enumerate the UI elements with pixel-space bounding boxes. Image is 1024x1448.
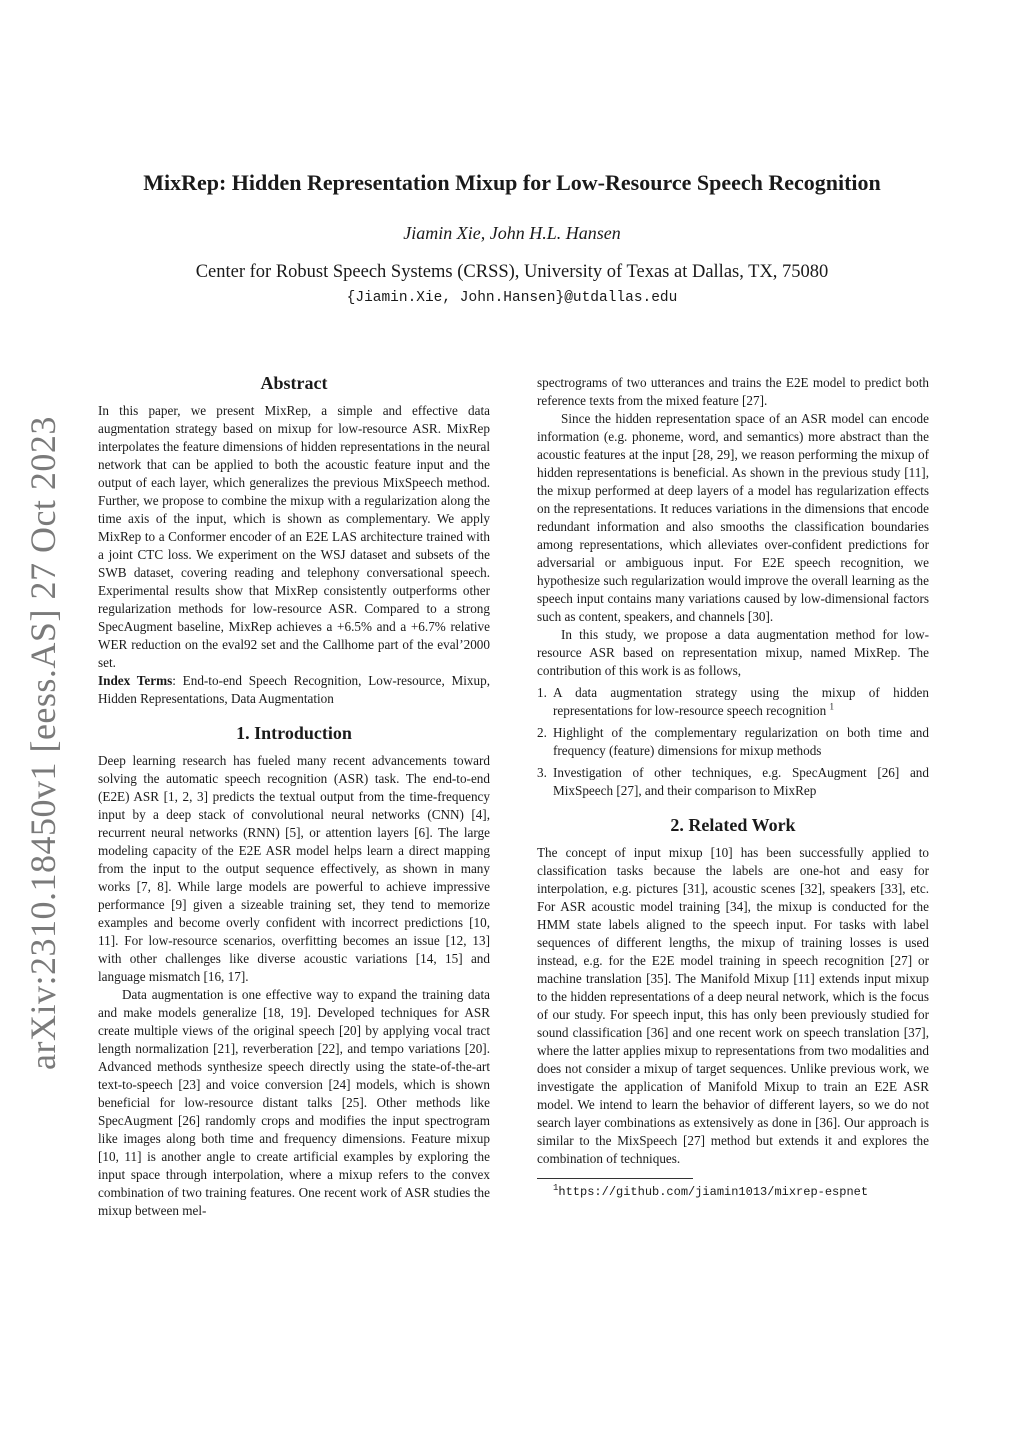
list-number: 3. — [537, 765, 547, 780]
index-terms — [98, 672, 490, 708]
list-number: 2. — [537, 725, 547, 740]
footnote-divider — [537, 1178, 693, 1179]
intro-paragraph-5: In this study, we propose a data augmentation method for low-resource ASR based on representation mixup, named MixRep. The contribution of this work is as follows, — [537, 627, 929, 678]
footnote — [537, 1185, 929, 1199]
related-work-heading: 2. Related Work — [670, 815, 796, 835]
author-email[interactable]: {Jiamin.Xie, John.Hansen}@utdallas.edu — [346, 290, 678, 306]
left-column — [98, 372, 490, 1220]
affiliation: Center for Robust Speech Systems (CRSS), University of Texas at Dallas, TX, 75080 — [195, 262, 829, 282]
intro-paragraph-1: Deep learning research has fueled many recent advancements toward solving the automatic speech recognition (ASR) task. The end-to-end (E2E) ASR [1, 2, 3] predicts the textual output from the time-frequency input by a deep stack of convolutional neural networks (CNN) [4], recurrent neural networks (RNN) [5], or attention layers [6]. The large modeling capacity of the E2E ASR model helps learn a direct mapping from the input to the output sequence effectively, as shown in many works [7, 8]. While large models are powerful to achieve impressive performance [9] given a sizeable training set, they tend to memorize examples and become overly confident with incorrect predictions [10, 11]. For low-resource scenarios, overfitting becomes an issue [12, 13] with other challenges like diverse acoustic variations [14, 15] and language mismatch [16, 17]. — [98, 753, 490, 984]
list-item — [537, 764, 929, 800]
list-item — [537, 724, 929, 760]
list-item-text: Highlight of the complementary regularization on both time and frequency (feature) dimensions for mixup methods — [553, 725, 929, 758]
paper-title: MixRep: Hidden Representation Mixup for Low-Resource Speech Recognition — [143, 170, 881, 195]
authors: Jiamin Xie, John H.L. Hansen — [403, 223, 621, 243]
introduction-heading: 1. Introduction — [236, 723, 352, 743]
intro-paragraph-3: spectrograms of two utterances and trains the E2E model to predict both reference texts from the mixed feature [27]. — [537, 375, 929, 408]
footnote-mark: 1 — [553, 1183, 559, 1193]
index-terms-text: : End-to-end Speech Recognition, Low-resource, Mixup, Hidden Representations, Data Augmentation — [98, 673, 490, 706]
intro-paragraph-2: Data augmentation is one effective way to expand the training data and make models generalize [18, 19]. Developed techniques for ASR create multiple views of the original speech [20] by applying vocal tract length normalization [21], reverberation [22], and tempo variations [20]. Advanced methods synthesize speech directly using the state-of-the-art text-to-speech [23] and voice conversion [24] models, which is shown beneficial for low-resource distant talks [25]. Other methods like SpecAugment [26] randomly crops and modifies the input spectrogram like images along both time and frequency dimensions. Feature mixup [10, 11] is another angle to create artificial examples by exploring the input space through interpolation, where a mixup refers to the convex combination of two training features. One recent work of ASR studies the mixup between mel- — [98, 987, 490, 1218]
abstract-heading: Abstract — [260, 373, 328, 393]
abstract-text: In this paper, we present MixRep, a simple and effective data augmentation strategy based on mixup for low-resource ASR. MixRep interpolates the feature dimensions of hidden representations in the neural network that can be applied to both the acoustic feature input and the output of each layer, which generalizes the previous MixSpeech method. Further, we propose to combine the mixup with a regularization along the time axis of the input, which is shown as complementary. We apply MixRep to a Conformer encoder of an E2E LAS architecture trained with a joint CTC loss. We experiment on the WSJ dataset and subsets of the SWB dataset, covering reading and telephony conversational speech. Experimental results show that MixRep consistently outperforms other regularization methods for low-resource ASR. Compared to a strong SpecAugment baseline, MixRep achieves a +6.5% and a +6.7% relative WER reduction on the eval92 set and the Callhome part of the eval’2000 set. — [98, 403, 490, 670]
list-item-text: A data augmentation strategy using the mixup of hidden representations for low-resource speech recognition — [553, 685, 929, 718]
footnote-url[interactable]: https://github.com/jiamin1013/mixrep-espnet — [558, 1185, 869, 1199]
index-terms-label: Index Terms — [98, 673, 173, 688]
list-item-text: Investigation of other techniques, e.g. SpecAugment [26] and MixSpeech [27], and their comparison to MixRep — [553, 765, 929, 798]
intro-paragraph-4: Since the hidden representation space of an ASR model can encode information (e.g. phoneme, word, and semantics) more abstract than the acoustic features at the input [28, 29], we reason performing the mixup of hidden representations is beneficial. As shown in the previous study [11], the mixup performed at deep layers of a model has regularization effects on the representations. It reduces variations in the dimensions that encode redundant information and also smooths the classification boundaries among representations, which alleviates over-confident predictions for adversarial or ambiguous input. For E2E speech recognition, we hypothesize such regularization would improve the overall learning as the speech input contains many variations caused by low-dimensional factors such as content, speakers, and channels [30]. — [537, 411, 929, 624]
list-item — [537, 684, 929, 720]
footnote-ref[interactable]: 1 — [829, 701, 834, 712]
list-number: 1. — [537, 685, 547, 700]
right-column — [537, 374, 929, 1199]
contribution-list — [537, 684, 929, 800]
arxiv-stamp: arXiv:2310.18450v1 [eess.AS] 27 Oct 2023 — [23, 416, 63, 1070]
related-work-paragraph: The concept of input mixup [10] has been successfully applied to classification tasks because the labels are one-hot and easy for interpolation, e.g. pictures [31], acoustic scenes [32], speakers [33], etc. For ASR acoustic model training [34], the mixup is conducted for the HMM state labels aligned to the speech input. For tasks with label sequences of different lengths, the mixup of training losses is used instead, e.g. for the E2E model training in speech recognition [27] or machine translation [35]. The Manifold Mixup [11] extends input mixup to the hidden representations of a deep neural network, which is the focus of our study. For speech input, this has only been previously studied for sound classification [36] and one recent work on speech translation [37], where the latter applies mixup to representations from two modalities and does not consider a mixup of target sequences. Unlike previous work, we investigate the application of Manifold Mixup to train an E2E ASR model. We intend to learn the behavior of different layers, so we do not search layer combinations as extensively as done in [36]. Our approach is similar to the MixSpeech [27] method but extends it and explores the combination of techniques. — [537, 845, 929, 1166]
